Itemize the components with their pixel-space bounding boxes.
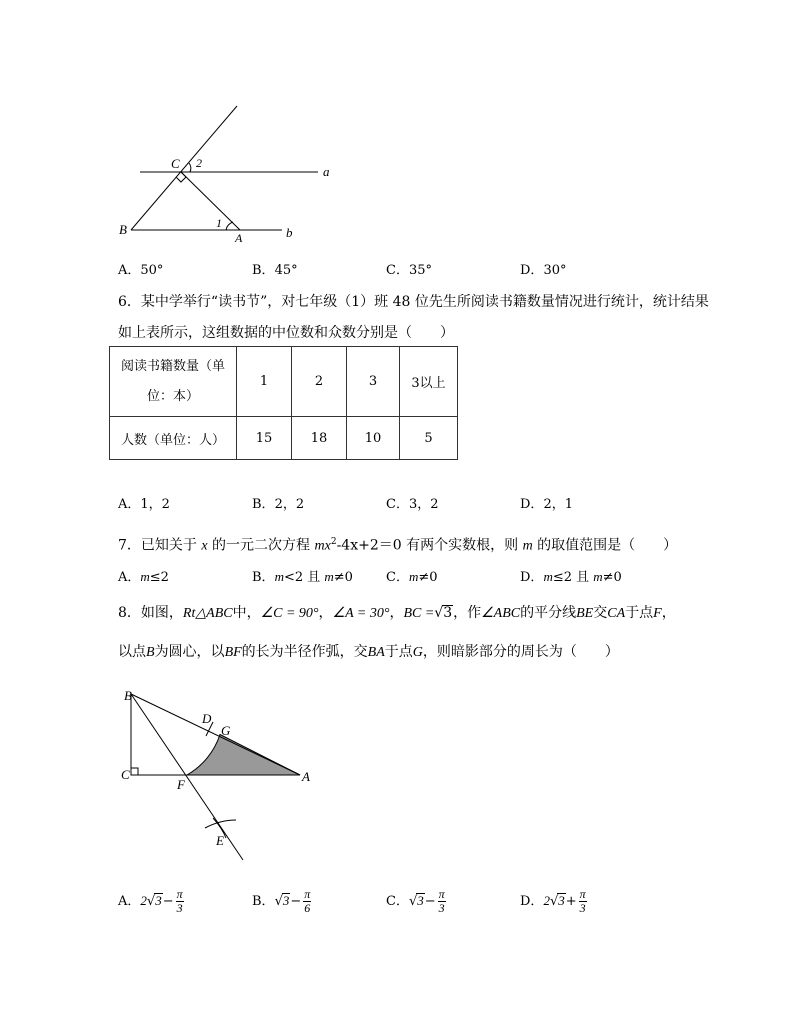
label-b: b: [286, 225, 293, 240]
q8-option-a[interactable]: A．2√3− $\frac{\pi}{3}$: [118, 887, 183, 915]
table-header-cell: 3: [347, 347, 400, 417]
label-G: G: [221, 723, 231, 738]
q6-option-c[interactable]: C．3，2: [386, 497, 439, 512]
bisector-BE: [131, 694, 243, 860]
label-B: B: [119, 222, 127, 237]
q6-option-b[interactable]: B．2，2: [252, 497, 305, 512]
q8-option-b[interactable]: B．√3− $\frac{\pi}{6}$: [252, 887, 311, 915]
q7-option-a[interactable]: A．m≤2: [118, 569, 169, 585]
q8-option-c[interactable]: C．√3− $\frac{\pi}{3}$: [386, 887, 445, 915]
q5-option-a[interactable]: A．50°: [118, 263, 164, 278]
label-1: 1: [216, 216, 222, 230]
table-header-label: [110, 347, 237, 417]
table-header-label-line2: 位：本）: [146, 388, 199, 404]
q6-option-a[interactable]: A．1，2: [118, 497, 170, 512]
angle-2-arc: [189, 163, 191, 172]
q5-option-d[interactable]: D．30°: [520, 263, 567, 278]
line-CA: [181, 172, 240, 230]
label-A: A: [235, 231, 243, 245]
figure-triangle-bisector: [110, 680, 330, 870]
table-cell: 10: [347, 417, 400, 460]
q7-option-b[interactable]: B．m<2 且 m≠0: [252, 569, 353, 585]
table-row: [110, 417, 458, 460]
q7-option-c[interactable]: C．m≠0: [386, 569, 438, 585]
table-row-label: 人数（单位：人）: [110, 417, 237, 460]
right-angle-mark: [177, 172, 187, 182]
label-C: C: [121, 767, 130, 782]
table-header-cell: 2: [292, 347, 347, 417]
label-a: a: [323, 164, 330, 179]
q5-option-c[interactable]: C．35°: [386, 263, 432, 278]
table-header-cell: 3以上: [400, 347, 458, 417]
shaded-region: [187, 735, 300, 776]
reading-count-table: [109, 346, 458, 460]
table-cell: 15: [237, 417, 292, 460]
label-F: F: [177, 777, 185, 792]
table-cell: 5: [400, 417, 458, 460]
q6-stem-line2: 如上表所示，这组数据的中位数和众数分别是（ ）: [118, 325, 454, 341]
q8-stem-line1: 8．如图，Rt△ABC中，∠C = 90°，∠A = 30°，BC =√3，作∠ABC的平分线BE交CA于点F，: [118, 605, 676, 621]
q8-stem-line2: 以点B为圆心，以BF的长为半径作弧，交BA于点G，则暗影部分的周长为（ ）: [118, 644, 619, 660]
label-D: D: [202, 711, 212, 726]
q6-option-d[interactable]: D．2，1: [520, 497, 573, 512]
right-angle-mark: [131, 768, 138, 775]
table-header-label-line1: 阅读书籍数量（单: [120, 358, 225, 374]
label-A: A: [302, 769, 310, 784]
label-B: B: [124, 688, 132, 703]
label-C: C: [171, 156, 180, 171]
angle-1-arc: [226, 222, 233, 230]
q7-option-d[interactable]: D．m≤2 且 m≠0: [520, 569, 622, 585]
q6-stem-line1: 6．某中学举行“读书节”，对七年级（1）班 48 位先生所阅读书籍数量情况进行统计，统计结果: [118, 294, 709, 310]
table-header-cell: 1: [237, 347, 292, 417]
q7-stem: 7．已知关于 x 的一元二次方程 $mx^2-4x+2=0$ 有两个实数根，则 m 的取值范围是（ ）: [118, 537, 678, 554]
q8-option-d[interactable]: D．2√3+ $\frac{\pi}{3}$: [520, 887, 586, 915]
label-2: 2: [196, 156, 202, 170]
figure-parallel-lines: [110, 95, 350, 255]
table-cell: 18: [292, 417, 347, 460]
table-row: [110, 347, 458, 417]
q5-option-b[interactable]: B．45°: [252, 263, 298, 278]
label-E: E: [216, 833, 224, 848]
